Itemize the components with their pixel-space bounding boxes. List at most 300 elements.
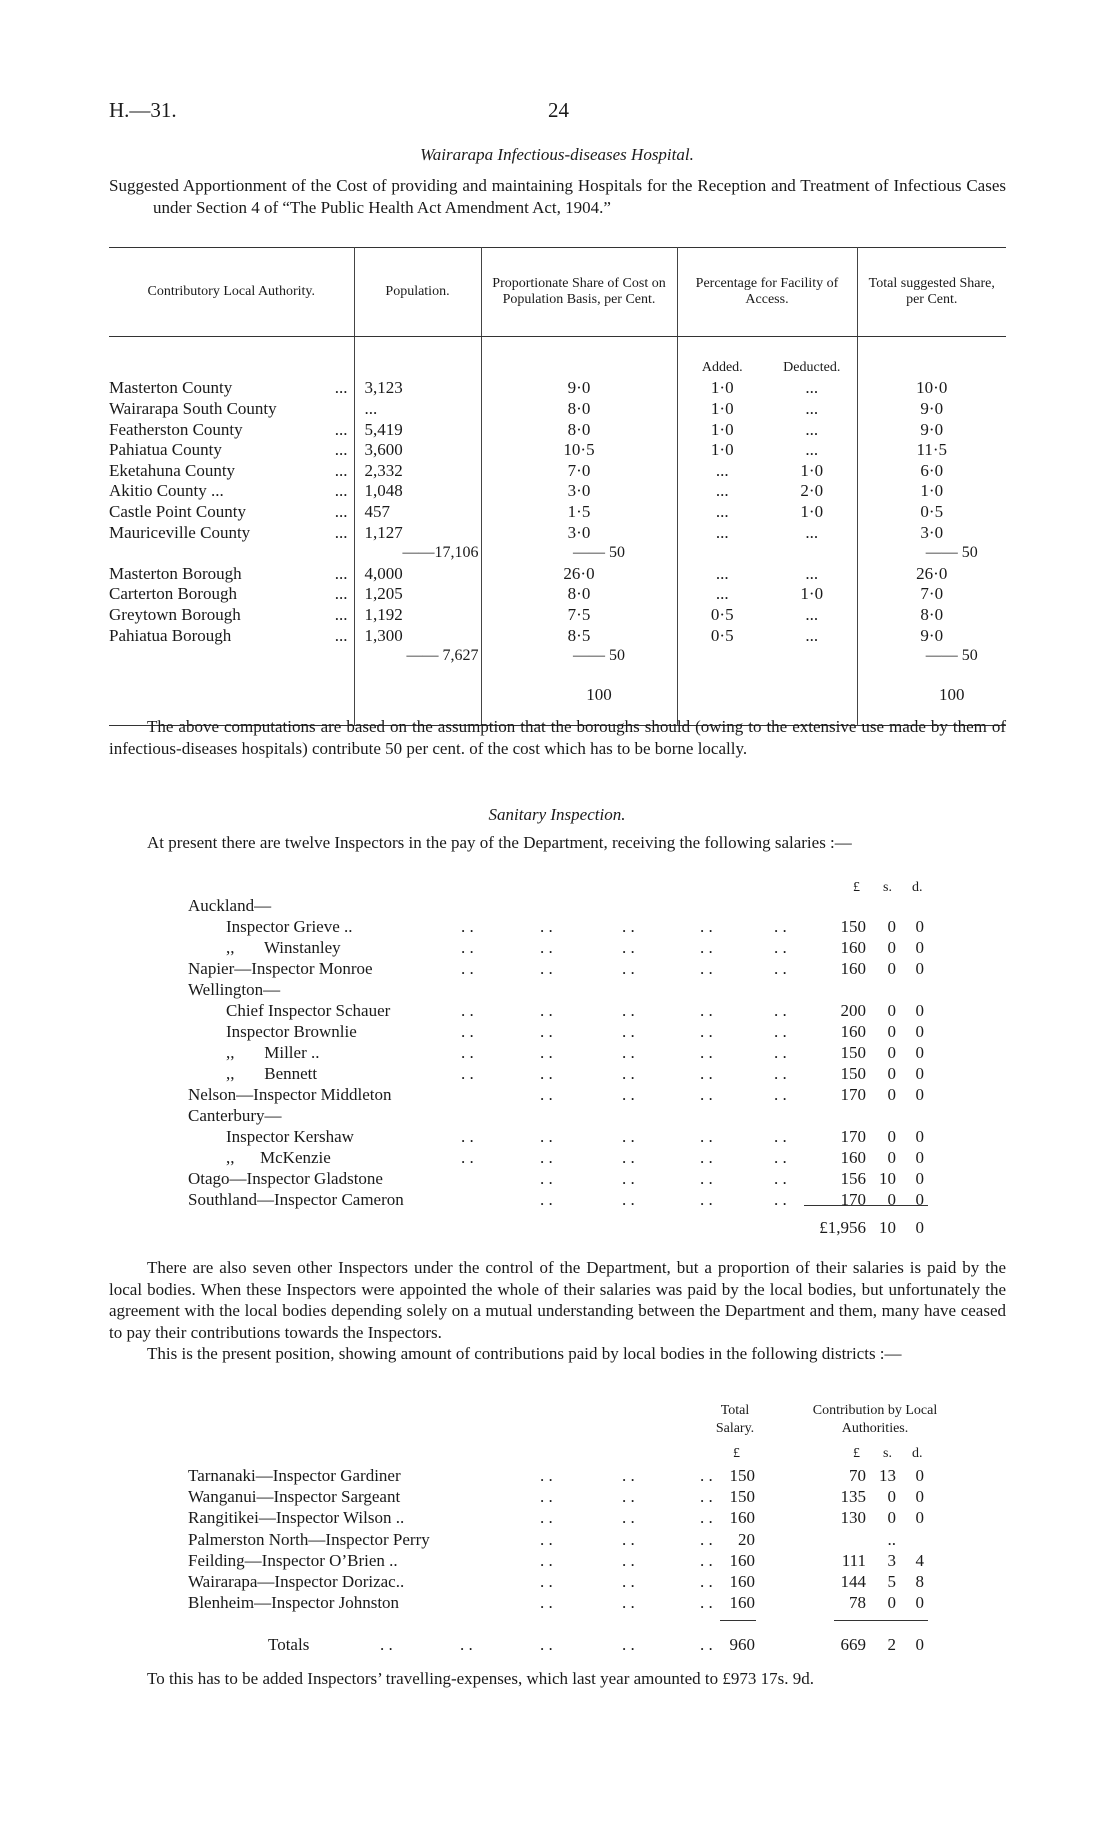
leader-dots: ... (334, 584, 348, 604)
population: 1,048 (354, 481, 481, 502)
unit-label: £ (853, 1446, 860, 1461)
added: 0·5 (677, 625, 767, 646)
population: 4,000 (354, 564, 481, 585)
authority-label: Greytown Borough (109, 605, 241, 625)
deducted: ... (805, 419, 819, 439)
authority-label: Akitio County ... (109, 481, 224, 501)
deducted: ... (805, 399, 819, 419)
amount-pence: 8 (915, 1572, 924, 1591)
section-title-sanitary: Sanitary Inspection. (488, 805, 626, 824)
leader-dots: . . (622, 1001, 635, 1020)
inspector-label: Napier—Inspector Monroe (188, 959, 373, 978)
leader-dots: ... (334, 502, 348, 522)
table-row (109, 625, 1006, 646)
amount-shillings: 10 (879, 1218, 896, 1237)
blank (857, 358, 1006, 379)
leader-dots: . . (540, 1085, 553, 1104)
authority-label: Masterton County (109, 378, 233, 398)
leader-dots: . . (700, 1022, 713, 1041)
blank (109, 667, 354, 705)
subtotal-row (109, 543, 1006, 564)
leader-dots: . . (540, 1190, 553, 1209)
leader-dots: ... (334, 419, 348, 439)
total-share: 7·0 (857, 584, 1006, 605)
population: 1,127 (354, 522, 481, 543)
district-row (0, 1465, 1114, 1486)
district-row (0, 1507, 1114, 1528)
amount-pence: 0 (915, 1508, 924, 1528)
population: 1,300 (354, 625, 481, 646)
leader-dots: . . (622, 1169, 635, 1188)
total-share: 26·0 (857, 564, 1006, 585)
amount-shillings: 0 (887, 1064, 896, 1083)
leader-dots: . . (540, 1593, 553, 1613)
deducted: 1·0 (800, 502, 824, 522)
leader-dots: . . (540, 1508, 553, 1528)
table-row (109, 378, 1006, 399)
inspector-label: ,, Winstanley (226, 938, 341, 957)
leader-dots: . . (540, 1529, 553, 1549)
leader-dots: . . (540, 1022, 553, 1041)
authority-label: Carterton Borough (109, 584, 237, 604)
population: ... (354, 399, 481, 420)
population-subtotal: ——17,106 (354, 543, 481, 564)
inspector-label: ,, McKenzie (226, 1148, 331, 1167)
population: 1,205 (354, 584, 481, 605)
leader-dots: . . (461, 917, 474, 936)
subtotal-row (109, 646, 1006, 667)
added: ... (677, 461, 767, 482)
table-row (109, 564, 1006, 585)
leader-dots: . . (461, 1022, 474, 1041)
inspector-label: Southland—Inspector Cameron (188, 1190, 404, 1209)
authority-name (109, 584, 354, 605)
travelling-expenses-note: To this has to be added Inspectors’ travelling-expenses, which last year amounted to £973 17s. 9d. (147, 1669, 815, 1688)
salary-row (0, 895, 1114, 916)
amount-pence: 0 (915, 959, 924, 978)
inspector-label: Nelson—Inspector Middleton (188, 1085, 392, 1104)
leader-dots: . . (540, 1487, 553, 1507)
leader-dots: . . (540, 1169, 553, 1188)
leader-dots: . . (622, 938, 635, 957)
apportionment-table (109, 247, 1006, 726)
salary-row (0, 937, 1114, 958)
blank (354, 667, 481, 705)
deducted: ... (805, 440, 819, 460)
authority-name (109, 399, 354, 420)
amount-shillings: 0 (887, 938, 896, 957)
amount-pence: 0 (915, 1127, 924, 1146)
leader-dots: . . (622, 959, 635, 978)
report-code: H.—31. (109, 98, 177, 122)
sanitary-intro: At present there are twelve Inspectors in the pay of the Department, receiving the following salaries :— (147, 833, 852, 852)
total-share: 9·0 (857, 399, 1006, 420)
amount-shillings: 0 (887, 959, 896, 978)
leader-dots: . . (461, 1148, 474, 1167)
unit-label: s. (883, 1446, 892, 1461)
amount-pounds: 144 (840, 1572, 866, 1591)
amount-pence: 0 (915, 1148, 924, 1167)
authority-label: Eketahuna County (109, 460, 236, 480)
district-row (0, 1529, 1114, 1550)
amount-pounds: 669 (840, 1635, 866, 1654)
leader-dots: . . (774, 1022, 787, 1041)
blank (481, 358, 677, 379)
total-subtotal: —— 50 (857, 646, 1006, 667)
amount-pounds: 78 (849, 1593, 866, 1613)
inspector-label: Otago—Inspector Gladstone (188, 1169, 383, 1188)
district-label: Feilding—Inspector O’Brien .. (188, 1550, 398, 1570)
leader-dots: . . (622, 1593, 635, 1613)
share: 1·5 (481, 502, 677, 523)
leader-dots: . . (774, 1169, 787, 1188)
authority-label: Wairarapa South County (109, 399, 277, 419)
leader-dots: . . (774, 938, 787, 957)
authority-name (109, 605, 354, 626)
share: 7·5 (481, 605, 677, 626)
amount-pounds: 135 (840, 1487, 866, 1507)
salary-row (0, 958, 1114, 979)
total-share: 11·5 (857, 440, 1006, 461)
leader-dots: . . (622, 1466, 635, 1485)
leader-dots: . . (540, 1572, 553, 1591)
leader-dots: . . (700, 959, 713, 978)
leader-dots: . . (622, 1550, 635, 1570)
blank (109, 358, 354, 379)
leader-dots: . . (460, 1635, 473, 1654)
total-salary: 160 (729, 1572, 755, 1591)
amount-shillings: 0 (887, 1190, 896, 1209)
table-row (109, 419, 1006, 440)
leader-dots: . . (622, 1190, 635, 1209)
inspector-label: Auckland— (188, 896, 272, 915)
total-share: 9·0 (857, 419, 1006, 440)
district-row (0, 1550, 1114, 1571)
deducted: 1·0 (800, 460, 824, 480)
district-row (0, 1592, 1114, 1613)
total-share: 3·0 (857, 522, 1006, 543)
leader-dots: . . (700, 1085, 713, 1104)
amount-pence: 0 (915, 938, 924, 957)
amount-shillings: 0 (887, 1148, 896, 1167)
leader-dots: . . (622, 1043, 635, 1062)
amount-shillings: 0 (887, 1085, 896, 1104)
leader-dots: . . (540, 1064, 553, 1083)
amount-pence: 0 (915, 1085, 924, 1104)
deducted: ... (805, 378, 819, 398)
amount-shillings: 13 (879, 1466, 896, 1485)
leader-dots: . . (461, 959, 474, 978)
district-label: Tarnanaki—Inspector Gardiner (188, 1466, 401, 1485)
leader-dots: . . (622, 1022, 635, 1041)
share: 10·5 (481, 440, 677, 461)
inspector-label: ,, Miller .. (226, 1043, 320, 1062)
added: 1·0 (677, 378, 767, 399)
blank (677, 667, 767, 705)
leader-dots: . . (622, 1529, 635, 1549)
amount-shillings: 0 (887, 1127, 896, 1146)
leader-dots: ... (334, 605, 348, 625)
added: 0·5 (677, 605, 767, 626)
leader-dots: . . (380, 1635, 393, 1654)
amount-pence: 0 (915, 1064, 924, 1083)
deducted: ... (805, 522, 819, 542)
leader-dots: ... (334, 440, 348, 460)
deducted: ... (805, 563, 819, 583)
unit-label: d. (912, 880, 923, 895)
salary-row (0, 1105, 1114, 1126)
share: 8·0 (481, 419, 677, 440)
population-subtotal: —— 7,627 (354, 646, 481, 667)
salary-row (0, 1042, 1114, 1063)
section-title-hospital: Wairarapa Infectious-diseases Hospital. (420, 145, 694, 164)
population: 1,192 (354, 605, 481, 626)
authority-name (109, 502, 354, 523)
leader-dots: . . (700, 938, 713, 957)
leader-dots: . . (540, 1148, 553, 1167)
leader-dots: . . (774, 1001, 787, 1020)
leader-dots: . . (540, 1127, 553, 1146)
boroughs-note: The above computations are based on the assumption that the boroughs should (owing to the extensive use made by them of infectious-diseases hospitals) contribute 50 per cent. of the cost which has to be borne locally. (109, 717, 1006, 758)
blank (677, 543, 767, 564)
leader-dots: . . (774, 917, 787, 936)
leader-dots: ... (334, 625, 348, 645)
authority-name (109, 419, 354, 440)
leader-dots: . . (700, 1001, 713, 1020)
district-label: Blenheim—Inspector Johnston (188, 1593, 400, 1613)
inspector-label: Inspector Kershaw (226, 1127, 354, 1146)
added: ... (677, 522, 767, 543)
amount-pence: 0 (915, 1043, 924, 1062)
population: 3,123 (354, 378, 481, 399)
amount-pounds: 150 (840, 917, 866, 936)
amount-pence: 0 (915, 1001, 924, 1020)
leader-dots: . . (700, 1190, 713, 1209)
authority-label: Featherston County (109, 419, 243, 439)
total-salary: 160 (729, 1593, 755, 1613)
leader-dots: . . (540, 1635, 553, 1654)
leader-dots: ... (334, 522, 348, 542)
amount-shillings: 3 (887, 1550, 896, 1570)
currency-header (0, 1443, 1114, 1464)
amount-shillings: 5 (887, 1572, 896, 1591)
blank (109, 543, 354, 564)
leader-dots: . . (540, 938, 553, 957)
col-contribution: Contribution by Local Authorities. (812, 1403, 938, 1436)
share: 7·0 (481, 461, 677, 482)
inspector-label: Chief Inspector Schauer (226, 1001, 391, 1020)
share: 26·0 (481, 564, 677, 585)
table-row (109, 522, 1006, 543)
amount-pounds: 170 (840, 1190, 866, 1209)
leader-dots: . . (622, 1508, 635, 1528)
leader-dots: . . (700, 1508, 713, 1528)
unit-label: d. (912, 1446, 923, 1461)
total-salary: 960 (729, 1635, 755, 1654)
leader-dots: . . (461, 1043, 474, 1062)
total-rule (804, 1205, 928, 1206)
blank (767, 543, 857, 564)
leader-dots: . . (622, 1635, 635, 1654)
leader-dots: . . (622, 1085, 635, 1104)
salary-total-row (0, 1217, 1114, 1238)
authority-name (109, 481, 354, 502)
added: 1·0 (677, 440, 767, 461)
amount-pounds: 170 (840, 1085, 866, 1104)
added: ... (677, 481, 767, 502)
blank (677, 646, 767, 667)
salary-row (0, 1168, 1114, 1189)
salary-row (0, 1000, 1114, 1021)
leader-dots: . . (774, 1043, 787, 1062)
leader-dots: . . (774, 1148, 787, 1167)
amount-pence: 0 (915, 1169, 924, 1188)
total-share: 1·0 (857, 481, 1006, 502)
amount-shillings: 0 (887, 1508, 896, 1528)
leader-dots: ... (334, 460, 348, 480)
leader-dots: . . (774, 1085, 787, 1104)
access-subheader-row (109, 358, 1006, 379)
leader-dots: . . (700, 1127, 713, 1146)
authority-name (109, 625, 354, 646)
leader-dots: . . (461, 1001, 474, 1020)
leader-dots: . . (700, 1487, 713, 1507)
authority-name (109, 378, 354, 399)
amount-pounds: 160 (840, 1148, 866, 1167)
authority-label: Mauriceville County (109, 522, 251, 542)
amount-pence: 0 (915, 1022, 924, 1041)
amount-pounds: £1,956 (819, 1218, 866, 1237)
salary-row (0, 979, 1114, 1000)
authority-name (109, 564, 354, 585)
added: 1·0 (677, 399, 767, 420)
amount-pounds: 111 (841, 1550, 866, 1570)
amount-shillings: 0 (887, 1043, 896, 1062)
population: 3,600 (354, 440, 481, 461)
authority-name (109, 440, 354, 461)
col-total-salary: Total Salary. (715, 1403, 755, 1436)
leader-dots: . . (700, 1064, 713, 1083)
salary-row (0, 916, 1114, 937)
blank (767, 646, 857, 667)
amount-pounds: 70 (849, 1466, 866, 1485)
table-row (109, 399, 1006, 420)
leader-dots: . . (540, 1550, 553, 1570)
salary-row (0, 1147, 1114, 1168)
total-share: 0·5 (857, 502, 1006, 523)
amount-pence: 0 (915, 1218, 924, 1237)
leader-dots: . . (700, 1466, 713, 1485)
leader-dots: . . (700, 917, 713, 936)
inspector-label: Wellington— (188, 980, 281, 999)
table-row (109, 584, 1006, 605)
leader-dots: . . (700, 1043, 713, 1062)
district-row (0, 1571, 1114, 1592)
amount-pounds: 150 (840, 1043, 866, 1062)
authority-name (109, 522, 354, 543)
blank (109, 646, 354, 667)
salary-row (0, 1126, 1114, 1147)
apportionment-intro: Suggested Apportionment of the Cost of providing and maintaining Hospitals for the Reception and Treatment of Infectious Cases under Section 4 of “The Public Health Act Amendment Act, 1904.” (109, 176, 1006, 217)
leader-dots: . . (700, 1550, 713, 1570)
leader-dots: . . (700, 1593, 713, 1613)
leader-dots: . . (540, 917, 553, 936)
amount-pence: 4 (915, 1550, 924, 1570)
amount-pounds: 156 (840, 1169, 866, 1188)
amount-shillings: 2 (887, 1635, 896, 1654)
share-grand-total: 100 (481, 667, 677, 705)
amount-pounds: 200 (840, 1001, 866, 1020)
deducted: ... (805, 625, 819, 645)
added: ... (677, 584, 767, 605)
leader-dots: . . (774, 1127, 787, 1146)
share: 3·0 (481, 522, 677, 543)
added: ... (677, 502, 767, 523)
leader-dots: . . (461, 1064, 474, 1083)
district-label: Wairarapa—Inspector Dorizac.. (188, 1572, 405, 1591)
unit-label: £ (853, 880, 860, 895)
col-population: Population. (354, 248, 481, 337)
district-row (0, 1486, 1114, 1507)
amount-pence: 0 (915, 1466, 924, 1485)
col-authority: Contributory Local Authority. (109, 248, 354, 337)
amount-pounds: 160 (840, 938, 866, 957)
total-share: 9·0 (857, 625, 1006, 646)
added: 1·0 (677, 419, 767, 440)
other-inspectors-para: There are also seven other Inspectors under the control of the Department, but a proportion of their salaries is paid by the local bodies. When these Inspectors were appointed the whole of their salaries was paid by the local bodies, but unfortunately the agreement with the local bodies depending solely on a mutual understanding between the Department and them, many have ceased to pay their contributions towards the Inspectors. (109, 1258, 1006, 1342)
leader-dots: . . (622, 1064, 635, 1083)
authority-label: Pahiatua County (109, 440, 222, 460)
leader-dots: . . (540, 1001, 553, 1020)
leader-dots: . . (461, 1127, 474, 1146)
inspector-label: Inspector Brownlie (226, 1022, 357, 1041)
totals-rule (834, 1620, 928, 1621)
leader-dots: . . (540, 1043, 553, 1062)
leader-dots: . . (622, 1487, 635, 1507)
amount-pounds: 150 (840, 1064, 866, 1083)
leader-dots: . . (700, 1529, 713, 1549)
unit-label: £ (733, 1446, 740, 1461)
total-subtotal: —— 50 (857, 543, 1006, 564)
table-row (109, 481, 1006, 502)
amount-pence: 0 (915, 1190, 924, 1209)
authority-name (109, 461, 354, 482)
leader-dots: . . (540, 1466, 553, 1485)
authority-label: Masterton Borough (109, 563, 242, 583)
population: 5,419 (354, 419, 481, 440)
total-salary: 150 (729, 1466, 755, 1485)
leader-dots: . . (461, 938, 474, 957)
blank (354, 358, 481, 379)
amount-shillings: 0 (887, 917, 896, 936)
inspector-label: Inspector Grieve .. (226, 917, 353, 936)
deducted: 1·0 (800, 584, 824, 604)
population: 2,332 (354, 461, 481, 482)
leader-dots: . . (774, 959, 787, 978)
total-salary: 150 (729, 1487, 755, 1507)
blank (767, 667, 857, 705)
col-access: Percentage for Facility of Access. (677, 248, 857, 337)
amount-pence: 0 (915, 1593, 924, 1613)
total-salary: 20 (738, 1529, 755, 1549)
leader-dots: ... (334, 481, 348, 501)
leader-dots: . . (622, 917, 635, 936)
share-subtotal: —— 50 (481, 543, 677, 564)
amount-pence: 0 (915, 1487, 924, 1507)
page-number: 24 (548, 98, 569, 122)
amount-pounds: 160 (840, 959, 866, 978)
leader-dots: . . (774, 1064, 787, 1083)
